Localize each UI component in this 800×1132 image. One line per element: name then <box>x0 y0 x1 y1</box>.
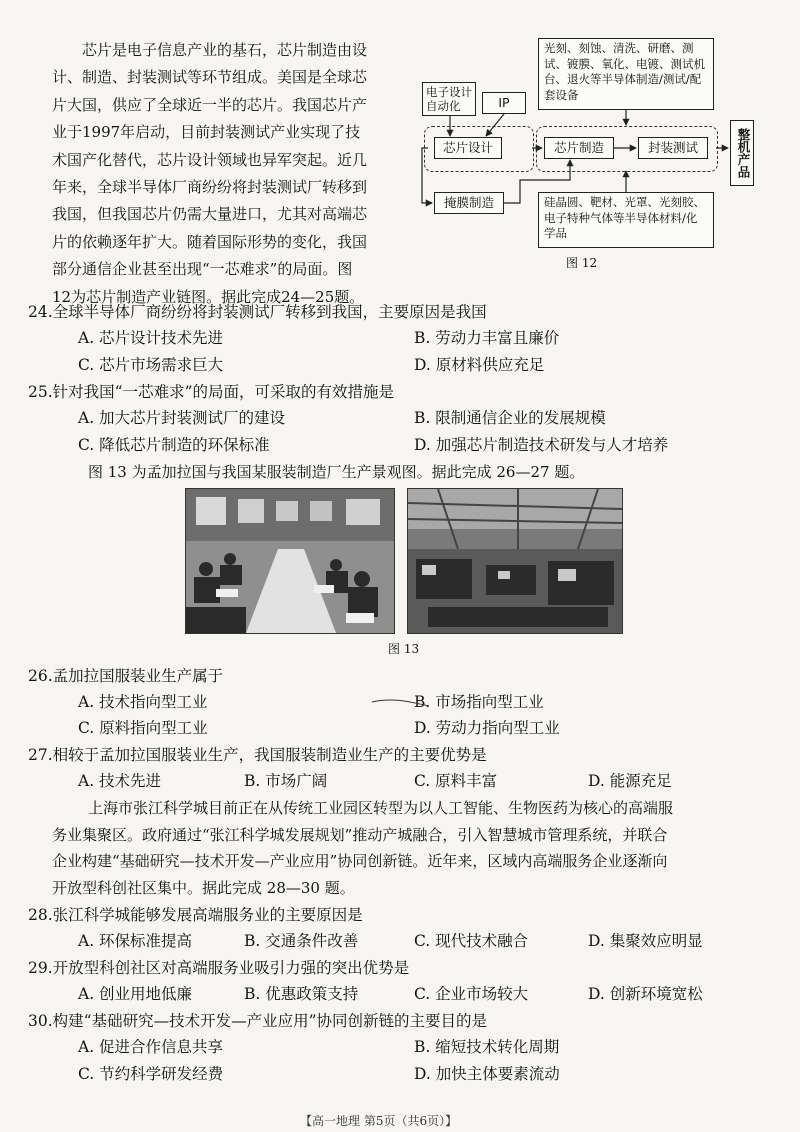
intro-line: 我国，但我国芯片仍需大量进口，尤其对高端芯 <box>52 205 368 224</box>
question-24-stem: 24.全球半导体厂商纷纷将封装测试厂转移到我国，主要原因是我国 <box>28 303 487 321</box>
question-28-option-a: A. 环保标准提高 <box>78 932 193 950</box>
question-27-stem: 27.相较于孟加拉国服装业生产，我国服装制造业生产的主要优势是 <box>28 746 487 764</box>
question-29-option-c: C. 企业市场较大 <box>414 985 529 1003</box>
intro-line: 业于1997年启动，目前封装测试产业实现了技 <box>52 123 361 142</box>
page-footer: 【高一地理 第5页（共6页）】 <box>300 1114 458 1128</box>
question-27-option-d: D. 能源充足 <box>588 772 672 790</box>
materials-box: 硅晶圆、靶材、光罩、光刻胶、电子特种气体等半导体材料/化学品 <box>538 192 714 248</box>
question-25-option-b: B. 限制通信企业的发展规模 <box>414 409 606 427</box>
question-29-option-a: A. 创业用地低廉 <box>78 985 193 1003</box>
question-27-option-a: A. 技术先进 <box>78 772 162 790</box>
bangladesh-factory-illustration <box>186 489 394 633</box>
question-28-option-d: D. 集聚效应明显 <box>588 932 703 950</box>
package-box: 封装测试 <box>638 137 708 159</box>
question-24-option-d: D. 原材料供应充足 <box>414 356 545 374</box>
figure-12-caption: 图 12 <box>566 256 598 270</box>
question-25-option-a: A. 加大芯片封装测试厂的建设 <box>78 409 286 427</box>
intro-line: 上海市张江科学城目前正在从传统工业园区转型为以人工智能、生物医药为核心的高端服 <box>88 799 674 817</box>
design-box: 芯片设计 <box>434 137 502 159</box>
question-26-option-b: B. 市场指向型工业 <box>414 693 544 711</box>
question-30-option-b: B. 缩短技术转化周期 <box>414 1038 560 1056</box>
figure-13-caption: 图 13 <box>388 642 420 656</box>
intro-line: 年来，全球半导体厂商纷纷将封装测试厂转移到 <box>52 178 368 197</box>
intro-line: 部分通信企业甚至出现“一芯难求”的局面。图 <box>52 260 353 279</box>
question-29-option-d: D. 创新环境宽松 <box>588 985 703 1003</box>
question-26-stem: 26.孟加拉国服装业生产属于 <box>28 667 224 685</box>
china-factory-photo <box>407 488 623 634</box>
question-29-stem: 29.开放型科创社区对高端服务业吸引力强的突出优势是 <box>28 959 410 977</box>
question-30-option-d: D. 加快主体要素流动 <box>414 1065 560 1083</box>
mask-box: 掩膜制造 <box>434 192 504 214</box>
pencil-mark <box>370 696 430 710</box>
intro-28-30 <box>52 795 772 901</box>
intro-line: 片的依赖逐年扩大。随着国际形势的变化，我国 <box>52 232 368 251</box>
question-30-stem: 30.构建“基础研究—技术开发—产业应用”协同创新链的主要目的是 <box>28 1012 488 1030</box>
figure-12 <box>420 30 780 280</box>
question-24-option-c: C. 芯片市场需求巨大 <box>78 356 224 374</box>
question-30-option-c: C. 节约科学研发经费 <box>78 1065 224 1083</box>
question-26-option-c: C. 原料指向型工业 <box>78 719 208 737</box>
intro-26-27: 图 13 为孟加拉国与我国某服装制造厂生产景观图。据此完成 26—27 题。 <box>88 463 585 481</box>
intro-line: 术国产化替代，芯片设计领域也异军突起。近几 <box>52 150 368 169</box>
china-factory-illustration <box>408 489 622 633</box>
arrow-ip-to-design <box>486 114 504 136</box>
intro-24-25 <box>52 37 412 311</box>
intro-line: 片大国，供应了全球近一半的芯片。我国芯片产 <box>52 95 368 114</box>
question-24-option-a: A. 芯片设计技术先进 <box>78 329 224 347</box>
question-24-option-b: B. 劳动力丰富且廉价 <box>414 329 560 347</box>
question-29-option-b: B. 优惠政策支持 <box>244 985 359 1003</box>
arrow-design-to-mask <box>422 148 432 203</box>
question-27-option-c: C. 原料丰富 <box>414 772 498 790</box>
question-28-option-c: C. 现代技术融合 <box>414 932 529 950</box>
intro-line: 芯片是电子信息产业的基石，芯片制造由设 <box>82 41 368 59</box>
question-26-option-d: D. 劳动力指向型工业 <box>414 719 560 737</box>
ip-box: IP <box>482 92 526 114</box>
intro-line: 12为芯片制造产业链图。据此完成24—25题。 <box>52 287 365 306</box>
question-27-option-b: B. 市场广阔 <box>244 772 328 790</box>
intro-line: 企业构建“基础研究—技术开发—产业应用”协同创新链。近年来，区域内高端服务企业逐渐向 <box>52 852 668 870</box>
question-30-option-a: A. 促进合作信息共享 <box>78 1038 224 1056</box>
arrow-mask-to-manufacture <box>504 160 570 203</box>
intro-line: 开放型科创社区集中。据此完成 28—30 题。 <box>52 878 355 897</box>
question-26-option-a: A. 技术指向型工业 <box>78 693 208 711</box>
product-box: 整机产品 <box>730 120 754 186</box>
question-28-option-b: B. 交通条件改善 <box>244 932 359 950</box>
question-25-option-c: C. 降低芯片制造的环保标准 <box>78 436 270 454</box>
question-25-option-d: D. 加强芯片制造技术研发与人才培养 <box>414 436 669 454</box>
eda-box: 电子设计自动化 <box>422 82 476 116</box>
intro-line: 务业集聚区。政府通过“张江科学城发展规划”推动产城融合，引入智慧城市管理系统，并联合 <box>52 825 668 844</box>
question-28-stem: 28.张江科学城能够发展高端服务业的主要原因是 <box>28 906 363 924</box>
equipment-box: 光刻、刻蚀、清洗、研磨、测试、镀膜、氧化、电镀、测试机台、退火等半导体制造/测试/配套设备 <box>538 38 714 110</box>
intro-line: 计、制造、封装测试等环节组成。美国是全球芯 <box>52 68 368 87</box>
question-25-stem: 25.针对我国“一芯难求”的局面，可采取的有效措施是 <box>28 383 394 401</box>
bangladesh-factory-photo <box>185 488 395 634</box>
figure-12-arrows <box>420 30 780 280</box>
manufacture-box: 芯片制造 <box>544 137 614 159</box>
